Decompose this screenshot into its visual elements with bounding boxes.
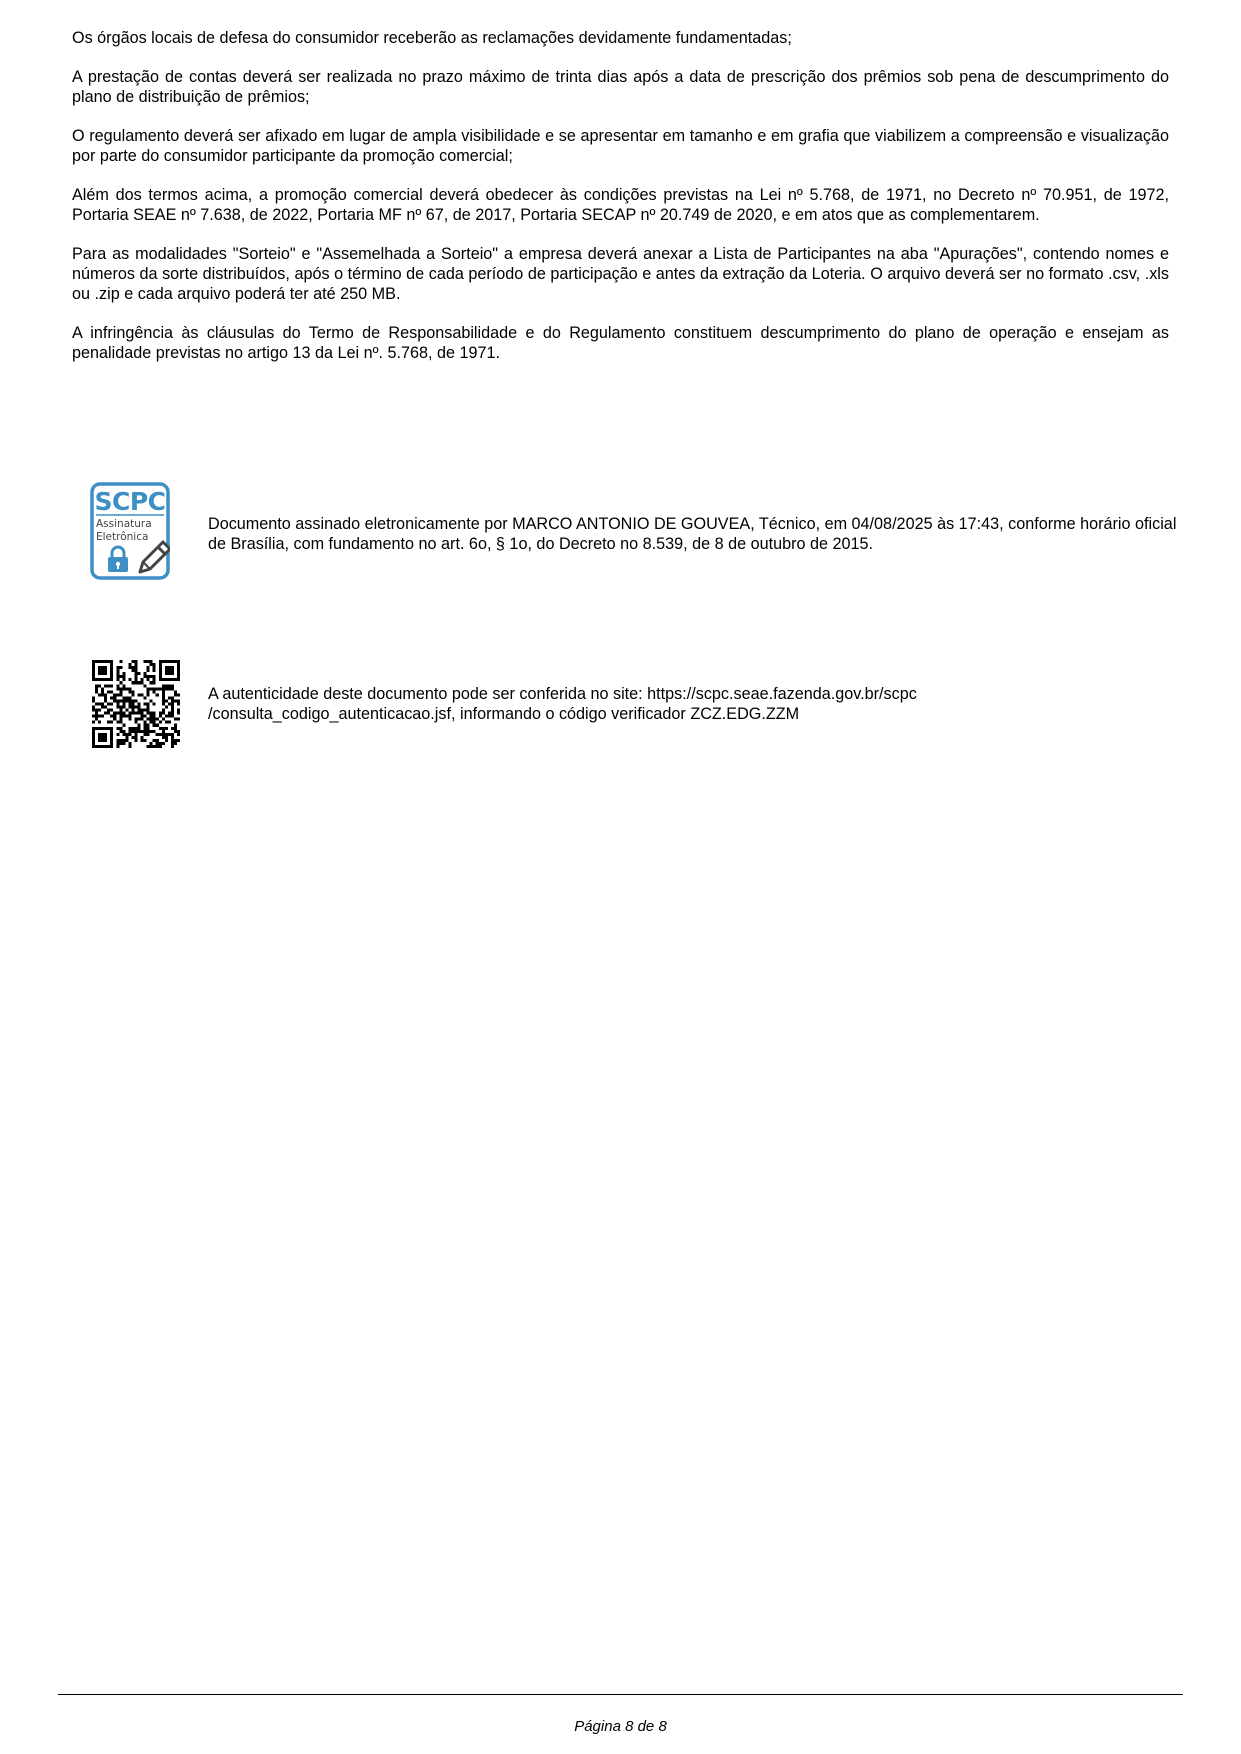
scpc-seal-icon xyxy=(90,482,170,580)
paragraph: Além dos termos acima, a promoção comercial deverá obedecer às condições previstas na Lei nº 5.768, de 1971, no Decreto nº 70.951, de 1972, Portaria SEAE nº 7.638, de 2022, Portaria MF nº 67, de 2017, Portaria SECAP nº 20.749 de 2020, e em atos que as complementarem. xyxy=(72,186,1169,224)
qr-code-icon xyxy=(92,660,180,748)
authenticity-text xyxy=(208,684,1198,724)
paragraph: A prestação de contas deverá ser realizada no prazo máximo de trinta dias após a data de prescrição dos prêmios sob pena de descumprimento do plano de distribuição de prêmios; xyxy=(72,68,1169,106)
electronic-signature-block xyxy=(90,482,1190,582)
seal-line-1: Assinatura xyxy=(96,518,152,530)
authenticity-line-1: A autenticidade deste documento pode ser conferida no site: https://scpc.seae.fazenda.gov.br/scpc xyxy=(208,685,917,703)
paragraph: A infringência às cláusulas do Termo de Responsabilidade e do Regulamento constituem descumprimento do plano de operação e ensejam as penalidade previstas no artigo 13 da Lei nº. 5.768, de 1971. xyxy=(72,324,1169,362)
authenticity-block xyxy=(92,660,1192,752)
seal-title: SCPC xyxy=(94,487,166,516)
page-number: Página 8 de 8 xyxy=(574,1718,667,1735)
footer-divider xyxy=(58,1694,1183,1695)
paragraph: O regulamento deverá ser afixado em lugar de ampla visibilidade e se apresentar em tamanho e em grafia que viabilizem a compreensão e visualização por parte do consumidor participante da promoção comercial; xyxy=(72,127,1169,165)
document-body xyxy=(72,28,1169,382)
paragraph: Para as modalidades "Sorteio" e "Assemelhada a Sorteio" a empresa deverá anexar a Lista de Participantes na aba "Apurações", contendo nomes e números da sorte distribuídos, após o término de cada período de participação e antes da extração da Loteria. O arquivo deverá ser no formato .csv, .xls ou .zip e cada arquivo poderá ter até 250 MB. xyxy=(72,245,1169,303)
seal-line-2: Eletrônica xyxy=(96,531,149,543)
paragraph: Os órgãos locais de defesa do consumidor receberão as reclamações devidamente fundamentadas; xyxy=(72,29,792,47)
authenticity-line-2: /consulta_codigo_autenticacao.jsf, informando o código verificador ZCZ.EDG.ZZM xyxy=(208,705,800,723)
signature-text: Documento assinado eletronicamente por MARCO ANTONIO DE GOUVEA, Técnico, em 04/08/2025 às 17:43, conforme horário oficial de Brasília, com fundamento no art. 6o, § 1o, do Decreto no 8.539, de 8 de outubro de 2015. xyxy=(208,515,1177,553)
